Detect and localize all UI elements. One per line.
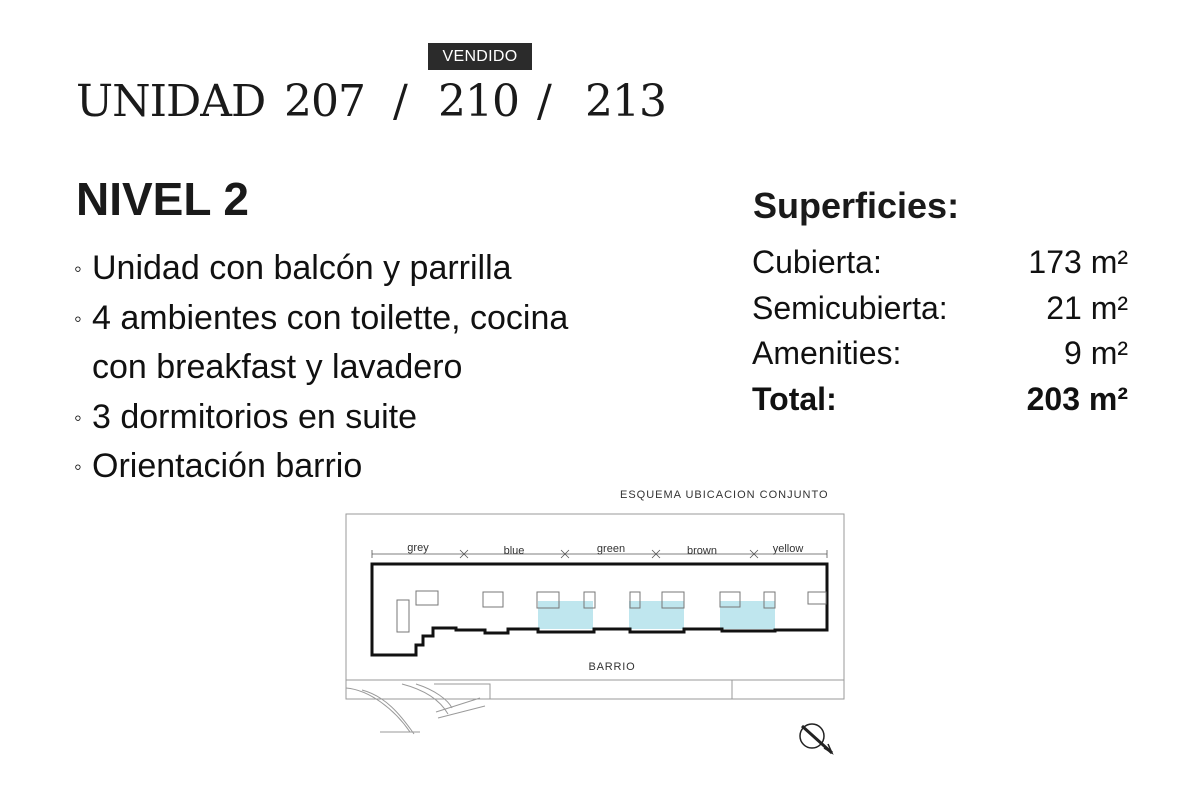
north-arrow-icon [800, 724, 832, 753]
feature-item [74, 294, 568, 393]
bullet-icon: ◦ [74, 305, 82, 331]
surface-row-semicubierta [752, 290, 1128, 336]
surfaces-title: Superficies: [753, 185, 960, 226]
sector-label-green: green [596, 543, 626, 555]
plan-caption: ESQUEMA UBICACION CONJUNTO [620, 489, 829, 501]
surface-row-cubierta [752, 244, 1128, 290]
surface-value: 203 m² [1026, 380, 1128, 417]
surface-label: Semicubierta: [752, 289, 948, 326]
surface-row-amenities [752, 335, 1128, 381]
sector-label-yellow: yellow [772, 543, 804, 555]
unit-label: UNIDAD [76, 76, 266, 127]
feature-item [74, 244, 568, 294]
status-badge: VENDIDO [428, 43, 532, 70]
surface-row-total [752, 381, 1128, 427]
surface-value: 173 m² [1028, 244, 1128, 280]
feature-item [74, 442, 568, 492]
surface-label: Total: [752, 380, 837, 417]
feature-text-continuation: con breakfast y lavadero [92, 348, 463, 386]
feature-list [74, 244, 568, 492]
feature-text: 3 dormitorios en suite [92, 397, 418, 436]
feature-text: Orientación barrio [92, 447, 363, 485]
surface-value: 9 m² [1064, 335, 1128, 371]
feature-text: 4 ambientes con toilette, cocina [92, 298, 569, 337]
bullet-icon: ◦ [74, 454, 82, 479]
highlighted-unit-207 [538, 601, 593, 629]
unit-number-210: 210 [438, 76, 519, 127]
bullet-icon: ◦ [74, 404, 82, 430]
bullet-icon: ◦ [74, 256, 82, 281]
sector-label-blue: blue [503, 545, 525, 557]
unit-number-213: 213 [585, 76, 666, 127]
highlighted-unit-213 [720, 601, 775, 629]
title-separator: / [393, 76, 407, 127]
surface-label: Amenities: [752, 335, 902, 371]
unit-number-207: 207 [284, 76, 365, 127]
access-roads [346, 684, 490, 734]
level-heading: NIVEL 2 [76, 173, 249, 225]
feature-text: Unidad con balcón y parrilla [92, 249, 512, 287]
surface-label: Cubierta: [752, 244, 882, 280]
title-separator: / [537, 76, 551, 127]
feature-item [74, 393, 568, 443]
sector-label-brown: brown [687, 545, 717, 557]
sector-label-grey: grey [407, 542, 429, 554]
surfaces-table [752, 244, 1128, 426]
site-plan [340, 500, 860, 770]
street-label: BARRIO [588, 661, 636, 673]
highlighted-unit-210 [629, 601, 684, 629]
surface-value: 21 m² [1046, 289, 1128, 326]
